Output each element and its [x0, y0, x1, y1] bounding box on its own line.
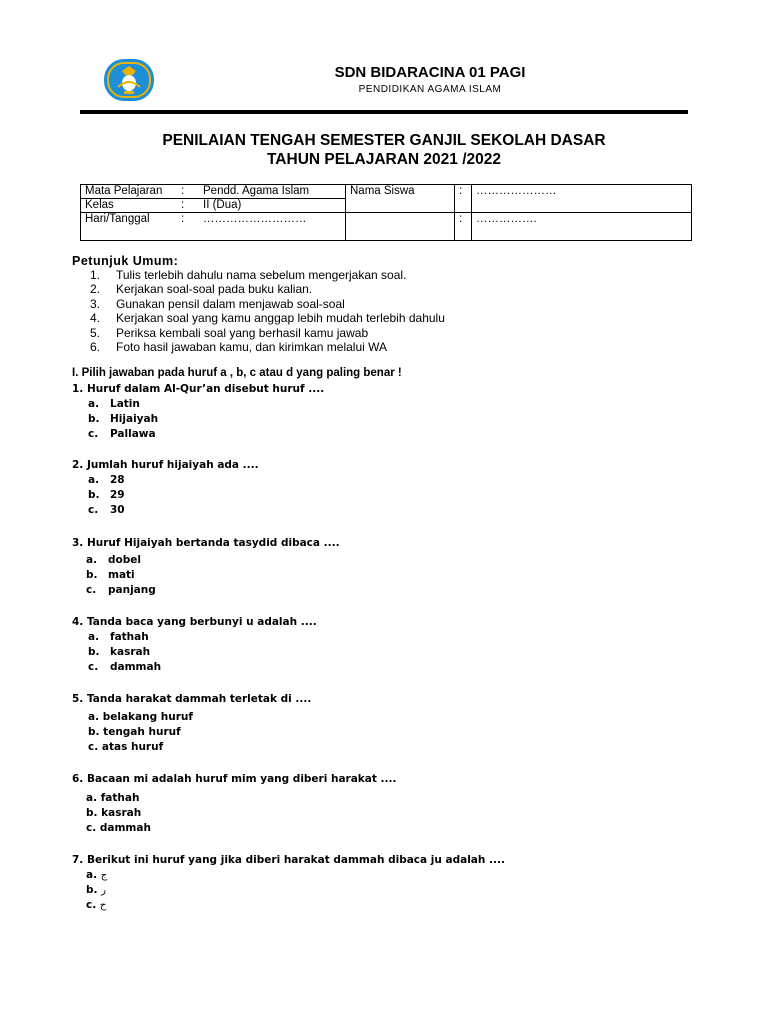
question-6: 6. Bacaan mi adalah huruf mim yang diberi harakat ....	[72, 773, 397, 785]
question-2: 2. Jumlah huruf hijaiyah ada ....	[72, 459, 259, 471]
question-1: 1. Huruf dalam Al-Qur’an disebut huruf ....	[72, 383, 325, 395]
school-subject-line: PENDIDIKAN AGAMA ISLAM	[358, 84, 502, 95]
label-kelas: Kelas	[81, 199, 178, 213]
option: b. ر	[86, 884, 107, 896]
question-4: 4. Tanda baca yang berbunyi u adalah ....	[72, 616, 317, 628]
value-mapel: Pendd. Agama Islam	[203, 185, 310, 197]
option: c. atas huruf	[88, 741, 164, 753]
option: b. 29	[88, 489, 125, 501]
value-kelas: II (Dua)	[199, 199, 346, 213]
value-nama: …………………	[472, 185, 692, 213]
option: b. mati	[86, 569, 135, 581]
instructions-list	[90, 268, 445, 354]
tut-wuri-handayani-logo	[100, 55, 158, 105]
option: a. ج	[86, 869, 108, 881]
school-name: SDN BIDARACINA 01 PAGI	[334, 64, 526, 81]
list-item: 3. Gunakan pensil dalam menjawab soal-soal	[90, 296, 345, 311]
option: b. kasrah	[88, 646, 151, 658]
instructions-title: Petunjuk Umum:	[72, 254, 179, 268]
empty-cell	[346, 213, 455, 241]
option: c. panjang	[86, 584, 156, 596]
section-title: I. Pilih jawaban pada huruf a , b, c atau d yang paling benar !	[72, 367, 402, 379]
question-5: 5. Tanda harakat dammah terletak di ....	[72, 693, 312, 705]
list-item: 1. Tulis terlebih dahulu nama sebelum mengerjakan soal.	[90, 268, 407, 282]
option: a. belakang huruf	[88, 711, 193, 723]
value-hari: ………………………	[199, 213, 346, 241]
exam-title: PENILAIAN TENGAH SEMESTER GANJIL SEKOLAH DASAR	[162, 132, 606, 149]
option: c. Pallawa	[88, 428, 156, 440]
list-item: 2. Kerjakan soal-soal pada buku kalian.	[90, 282, 313, 297]
option: a. fathah	[86, 792, 140, 804]
list-item: 5. Periksa kembali soal yang berhasil kamu jawab	[90, 325, 369, 340]
question-3: 3. Huruf Hijaiyah bertanda tasydid dibaca ....	[72, 537, 340, 549]
colon: :	[177, 213, 199, 241]
list-item: 6. Foto hasil jawaban kamu, dan kirimkan melalui WA	[90, 339, 388, 354]
option: c. ح	[86, 899, 107, 911]
colon: :	[181, 185, 185, 197]
header-divider	[80, 110, 688, 114]
colon: :	[455, 185, 472, 213]
colon: :	[455, 213, 472, 241]
option: c. 30	[88, 504, 125, 516]
list-item: 4. Kerjakan soal yang kamu anggap lebih mudah terlebih dahulu	[90, 311, 445, 326]
option: a. 28	[88, 474, 125, 486]
option: a. Latin	[88, 398, 140, 410]
option: c. dammah	[86, 822, 151, 834]
label-mapel: Mata Pelajaran	[85, 185, 163, 197]
option: a. fathah	[88, 631, 149, 643]
exam-year: TAHUN PELAJARAN 2021 /2022	[266, 151, 501, 168]
value-no: …………….	[472, 213, 692, 241]
label-nama: Nama Siswa	[346, 185, 455, 213]
option: a. dobel	[86, 554, 141, 566]
label-hari: Hari/Tanggal	[81, 213, 178, 241]
student-info-table	[80, 184, 692, 241]
option: b. kasrah	[86, 807, 142, 819]
question-7: 7. Berikut ini huruf yang jika diberi harakat dammah dibaca ju adalah ....	[72, 854, 505, 866]
option: b. tengah huruf	[88, 726, 181, 738]
colon: :	[177, 199, 199, 213]
option: c. dammah	[88, 661, 162, 673]
option: b. Hijaiyah	[88, 413, 159, 425]
